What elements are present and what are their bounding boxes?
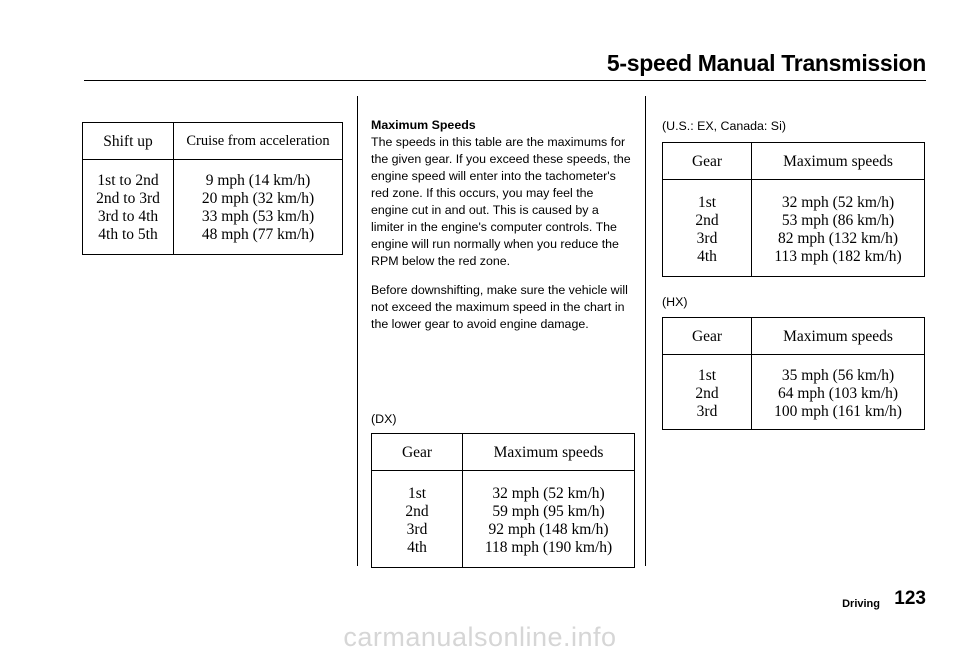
table-cell: 3rd [696, 230, 718, 247]
table-cell: 1st [407, 485, 427, 502]
table-cell: 4th [407, 539, 427, 556]
table-cell: 2nd [695, 212, 719, 229]
table-cell: 1st [697, 367, 717, 384]
footer-section-label: Driving [842, 598, 880, 610]
max-speed-header: Maximum speeds [752, 318, 925, 355]
table-cell: 48 mph (77 km/h) [201, 226, 315, 243]
title-divider [84, 80, 926, 81]
table-cell: 113 mph (182 km/h) [774, 248, 902, 265]
gear-column [372, 471, 463, 568]
table-cell: 32 mph (52 km/h) [492, 485, 605, 502]
table-cell: 20 mph (32 km/h) [201, 190, 315, 207]
table-cell: 2nd [695, 385, 719, 402]
paragraph: Before downshifting, make sure the vehicle will not exceed the maximum speed in the chart in the lower gear to avoid engine damage. [371, 283, 628, 331]
maximum-speeds-section [371, 117, 633, 333]
column-divider-left [357, 96, 358, 566]
watermark: carmanualsonline.info [343, 622, 617, 652]
table-cell: 1st to 2nd [97, 172, 159, 189]
table-cell: 4th to 5th [98, 226, 158, 243]
speed-column [463, 471, 635, 568]
table-cell: 4th [697, 248, 717, 265]
paragraph: The speeds in this table are the maximums for the given gear. If you exceed these speeds, the engine speed will enter into the tachometer's red zone. If this occurs, you may feel the engine cut in and out. This is caused by a limiter in the engine's computer controls. The engine will run normally when you reduce the RPM below the red zone. [371, 135, 631, 268]
us-label: (U.S.: EX, Canada: Si) [662, 119, 786, 133]
table-cell: 118 mph (190 km/h) [484, 539, 613, 556]
table-cell: 33 mph (53 km/h) [201, 208, 315, 225]
gear-column [663, 180, 752, 277]
section-heading: Maximum Speeds [371, 118, 476, 132]
gear-header: Gear [663, 318, 752, 355]
hx-label: (HX) [662, 295, 688, 309]
max-speed-header: Maximum speeds [463, 434, 635, 471]
table-cell: 2nd [405, 503, 429, 520]
cruise-header: Cruise from acceleration [174, 123, 343, 160]
table-cell: 1st [697, 194, 717, 211]
speed-column [752, 355, 925, 430]
max-speed-header: Maximum speeds [752, 143, 925, 180]
page-number: 123 [894, 588, 926, 609]
table-cell: 53 mph (86 km/h) [781, 212, 895, 229]
shift-up-table [82, 122, 343, 255]
table-cell: 64 mph (103 km/h) [777, 385, 899, 402]
shift-up-header: Shift up [83, 123, 174, 160]
dx-table [371, 433, 635, 568]
table-cell: 2nd to 3rd [96, 190, 160, 207]
column-divider-right [645, 96, 646, 566]
table-cell: 3rd [696, 403, 718, 420]
table-cell: 92 mph (148 km/h) [488, 521, 609, 538]
table-cell: 3rd to 4th [97, 208, 159, 225]
table-cell: 35 mph (56 km/h) [781, 367, 895, 384]
speed-column [174, 160, 343, 255]
gear-column [663, 355, 752, 430]
us-ex-table [662, 142, 925, 277]
dx-label: (DX) [371, 412, 397, 426]
shift-column [83, 160, 174, 255]
table-cell: 100 mph (161 km/h) [774, 403, 902, 420]
table-cell: 59 mph (95 km/h) [492, 503, 605, 520]
page-title: 5-speed Manual Transmission [606, 50, 926, 76]
hx-table [662, 317, 925, 430]
table-cell: 82 mph (132 km/h) [777, 230, 899, 247]
table-cell: 3rd [406, 521, 428, 538]
table-cell: 9 mph (14 km/h) [205, 172, 311, 189]
gear-header: Gear [663, 143, 752, 180]
speed-column [752, 180, 925, 277]
gear-header: Gear [372, 434, 463, 471]
table-cell: 32 mph (52 km/h) [781, 194, 895, 211]
